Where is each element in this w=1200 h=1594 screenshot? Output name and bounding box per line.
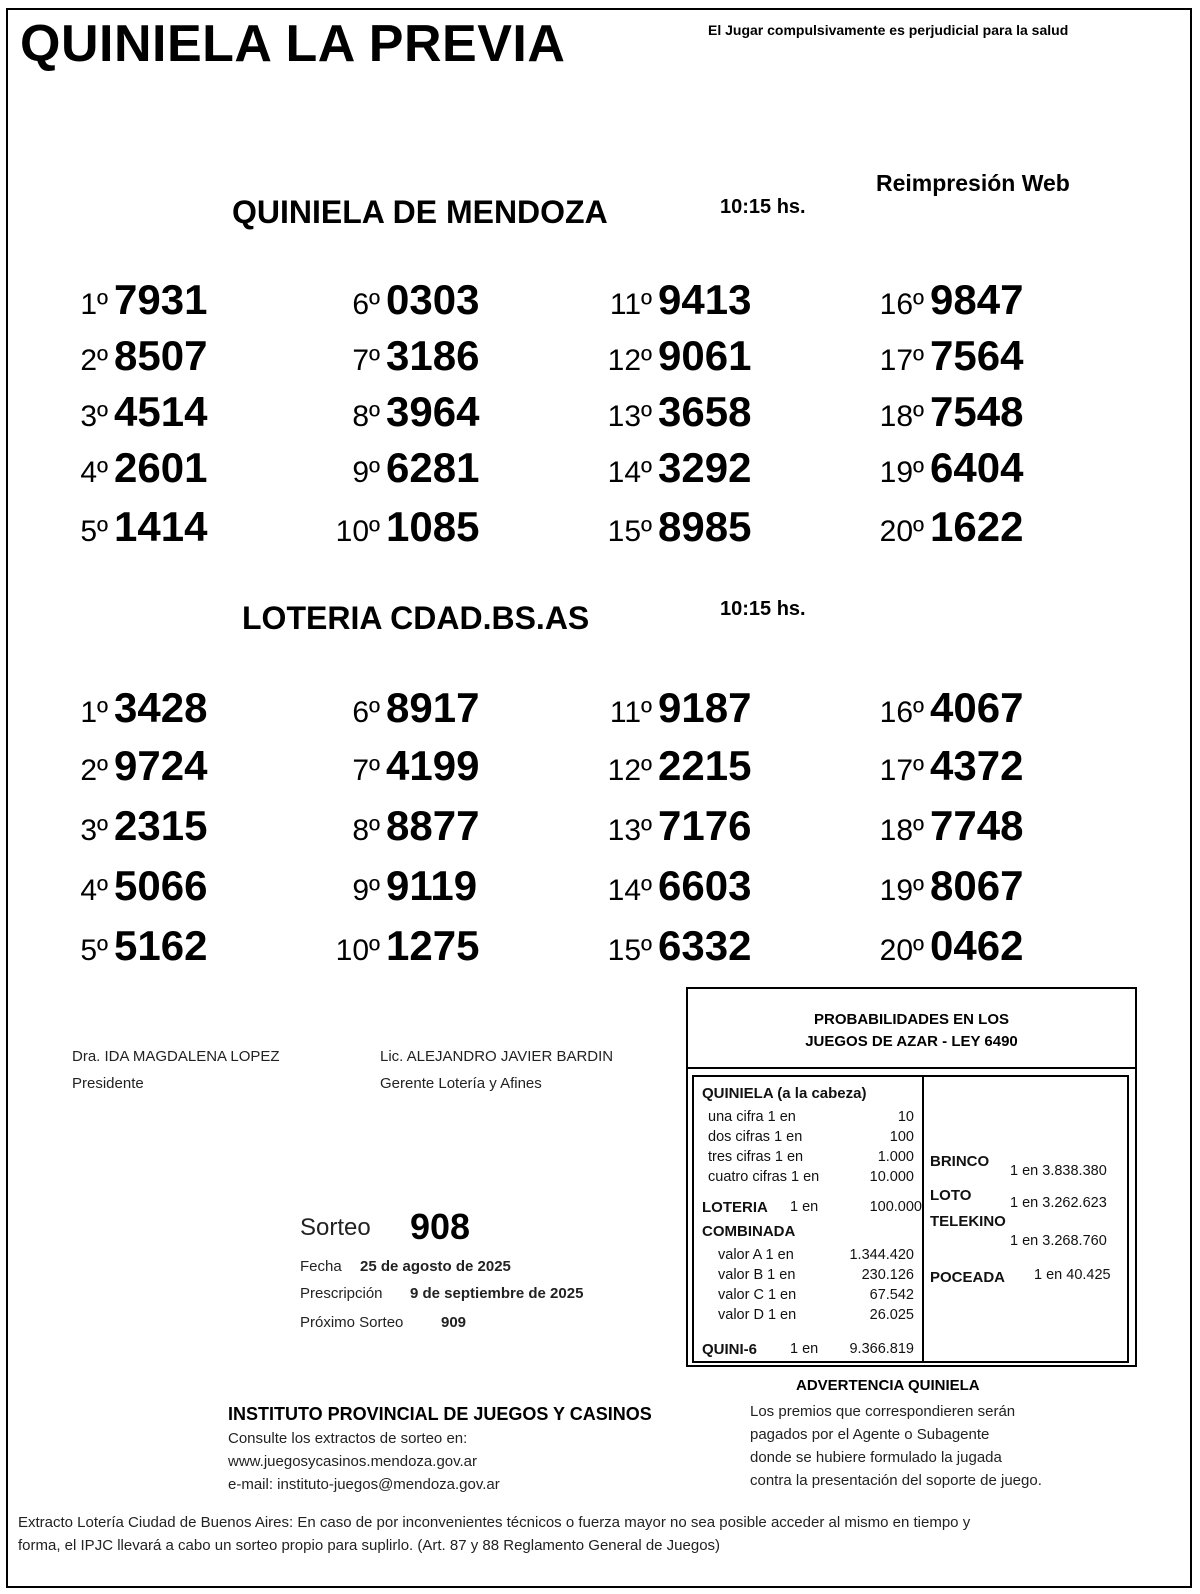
- result-position: 20º: [879, 515, 924, 548]
- advertencia-line: Los premios que correspondieren serán: [750, 1403, 1016, 1420]
- probabilities-table: [692, 1075, 1129, 1363]
- section-time-loteria-ciudad: 10:15 hs.: [720, 598, 806, 620]
- institute-website-link[interactable]: www.juegosycasinos.mendoza.gov.ar: [228, 1453, 478, 1470]
- result-position: 3º: [80, 400, 108, 433]
- result-number: 5162: [114, 922, 208, 969]
- result-entry: [864, 444, 1023, 492]
- result-number: 8507: [114, 332, 208, 379]
- result-entry: [68, 802, 207, 850]
- result-entry: [320, 444, 479, 492]
- result-number: 6281: [386, 444, 480, 491]
- result-entry: [592, 802, 751, 850]
- probabilities-box: [686, 987, 1137, 1367]
- proximo-sorteo-value: 909: [441, 1314, 467, 1331]
- result-position: 9º: [352, 874, 380, 907]
- combinada-row-value: 26.025: [869, 1307, 914, 1323]
- result-entry: [68, 444, 207, 492]
- combinada-row-label: valor B 1 en: [718, 1267, 796, 1283]
- result-position: 12º: [607, 754, 652, 787]
- result-number: 3964: [386, 388, 480, 435]
- result-number: 1085: [386, 503, 480, 550]
- result-number: 8917: [386, 684, 480, 731]
- result-number: 4372: [930, 742, 1024, 789]
- quiniela-row-value: 10: [897, 1109, 914, 1125]
- signature-left-name: Dra. IDA MAGDALENA LOPEZ: [72, 1048, 280, 1065]
- result-number: 7748: [930, 802, 1024, 849]
- result-entry: [320, 332, 479, 380]
- combinada-prob-label: COMBINADA: [702, 1223, 796, 1240]
- result-entry: [864, 388, 1023, 436]
- result-entry: [68, 922, 207, 970]
- result-entry: [592, 742, 751, 790]
- section-title-loteria-ciudad: LOTERIA CDAD.BS.AS: [242, 600, 590, 636]
- advertencia-title: ADVERTENCIA QUINIELA: [796, 1377, 980, 1394]
- combinada-row-label: valor A 1 en: [718, 1247, 794, 1263]
- advertencia-line: pagados por el Agente o Subagente: [750, 1426, 990, 1443]
- advertencia-line: contra la presentación del soporte de juego.: [750, 1472, 1042, 1489]
- result-entry: [592, 922, 751, 970]
- result-entry: [864, 862, 1023, 910]
- brinco-prob-label: BRINCO: [930, 1153, 990, 1170]
- result-entry: [592, 388, 751, 436]
- result-position: 10º: [335, 934, 380, 967]
- result-entry: [592, 684, 751, 732]
- footer-line2: forma, el IPJC llevará a cabo un sorteo propio para suplirlo. (Art. 87 y 88 Reglamento General de Juegos): [18, 1537, 721, 1554]
- brinco-prob-value: 1 en 3.838.380: [1010, 1163, 1107, 1179]
- result-position: 18º: [879, 400, 924, 433]
- result-number: 7176: [658, 802, 752, 849]
- quiniela-row-label: cuatro cifras 1 en: [708, 1169, 820, 1185]
- result-position: 5º: [80, 934, 108, 967]
- poceada-prob-value: 1 en 40.425: [1034, 1267, 1111, 1283]
- result-number: 8985: [658, 503, 752, 550]
- result-position: 14º: [607, 874, 652, 907]
- result-number: 5066: [114, 862, 208, 909]
- result-position: 4º: [80, 874, 108, 907]
- result-position: 15º: [607, 515, 652, 548]
- institute-email-link[interactable]: e-mail: instituto-juegos@mendoza.gov.ar: [228, 1476, 500, 1493]
- prescripcion-value: 9 de septiembre de 2025: [410, 1285, 584, 1302]
- result-entry: [592, 444, 751, 492]
- result-position: 15º: [607, 934, 652, 967]
- signature-left: [72, 1043, 280, 1097]
- result-entry: [68, 332, 207, 380]
- result-entry: [68, 742, 207, 790]
- loto-prob-value: 1 en 3.262.623: [1010, 1195, 1107, 1211]
- result-position: 11º: [609, 288, 652, 321]
- result-entry: [864, 684, 1023, 732]
- signature-right-role: Gerente Lotería y Afines: [380, 1075, 542, 1092]
- result-entry: [864, 276, 1023, 324]
- fecha-value: 25 de agosto de 2025: [360, 1258, 511, 1275]
- result-entry: [864, 742, 1023, 790]
- result-entry: [320, 503, 479, 551]
- result-entry: [320, 388, 479, 436]
- result-number: 9847: [930, 276, 1024, 323]
- result-number: 7564: [930, 332, 1024, 379]
- institute-info: [228, 1427, 500, 1496]
- result-position: 20º: [879, 934, 924, 967]
- result-number: 4067: [930, 684, 1024, 731]
- result-number: 6332: [658, 922, 752, 969]
- footer-line1: Extracto Lotería Ciudad de Buenos Aires: En caso de por inconvenientes técnicos o fuerza mayor no sea posible acceder al mismo en tiempo y: [18, 1514, 971, 1531]
- result-position: 8º: [352, 814, 380, 847]
- result-number: 3658: [658, 388, 752, 435]
- result-number: 4514: [114, 388, 208, 435]
- result-position: 4º: [80, 456, 108, 489]
- result-number: 2215: [658, 742, 752, 789]
- result-position: 7º: [352, 754, 380, 787]
- quini6-prob-text: 1 en: [790, 1341, 819, 1357]
- result-entry: [864, 922, 1023, 970]
- result-position: 2º: [80, 344, 108, 377]
- loteria-prob-text: 1 en: [790, 1199, 819, 1215]
- result-entry: [68, 276, 207, 324]
- result-entry: [68, 684, 207, 732]
- result-entry: [320, 922, 479, 970]
- combinada-row-label: valor C 1 en: [718, 1287, 797, 1303]
- quiniela-prob-label: QUINIELA (a la cabeza): [702, 1085, 867, 1102]
- reprint-label: Reimpresión Web: [876, 170, 1070, 196]
- result-position: 18º: [879, 814, 924, 847]
- result-position: 6º: [352, 288, 380, 321]
- document-title: QUINIELA LA PREVIA: [20, 15, 566, 73]
- result-number: 2315: [114, 802, 208, 849]
- advertencia-line: donde se hubiere formulado la jugada: [750, 1449, 1002, 1466]
- quini6-prob-value: 9.366.819: [849, 1341, 914, 1357]
- result-entry: [592, 862, 751, 910]
- result-position: 3º: [80, 814, 108, 847]
- result-entry: [68, 388, 207, 436]
- result-entry: [320, 802, 479, 850]
- result-number: 3428: [114, 684, 208, 731]
- institute-title: INSTITUTO PROVINCIAL DE JUEGOS Y CASINOS: [228, 1404, 652, 1424]
- result-position: 14º: [607, 456, 652, 489]
- result-number: 8877: [386, 802, 480, 849]
- result-position: 6º: [352, 696, 380, 729]
- result-number: 9413: [658, 276, 752, 323]
- combinada-row-value: 230.126: [861, 1267, 914, 1283]
- result-number: 6404: [930, 444, 1024, 491]
- loto-prob-label: LOTO: [930, 1187, 972, 1204]
- result-position: 13º: [607, 814, 652, 847]
- result-number: 0303: [386, 276, 480, 323]
- result-number: 2601: [114, 444, 208, 491]
- result-entry: [68, 862, 207, 910]
- section-title-mendoza: QUINIELA DE MENDOZA: [232, 194, 608, 230]
- result-position: 17º: [879, 754, 924, 787]
- result-entry: [320, 276, 479, 324]
- result-entry: [592, 503, 751, 551]
- combinada-row-value: 1.344.420: [849, 1247, 914, 1263]
- section-time-mendoza: 10:15 hs.: [720, 196, 806, 218]
- signature-right: [380, 1043, 613, 1097]
- quiniela-row-label: dos cifras 1 en: [708, 1129, 803, 1145]
- sorteo-number: 908: [410, 1206, 471, 1247]
- result-number: 0462: [930, 922, 1024, 969]
- prescripcion-label: Prescripción: [300, 1285, 383, 1302]
- quiniela-row-value: 10.000: [869, 1169, 914, 1185]
- result-number: 9187: [658, 684, 752, 731]
- health-warning: El Jugar compulsivamente es perjudicial para la salud: [708, 22, 1069, 38]
- probabilities-title: [688, 989, 1135, 1069]
- result-position: 13º: [607, 400, 652, 433]
- result-entry: [320, 862, 477, 910]
- result-number: 9061: [658, 332, 752, 379]
- poceada-prob-label: POCEADA: [930, 1269, 1006, 1286]
- result-position: 5º: [80, 515, 108, 548]
- signature-right-name: Lic. ALEJANDRO JAVIER BARDIN: [380, 1048, 614, 1065]
- result-number: 7931: [114, 276, 208, 323]
- result-entry: [864, 503, 1023, 551]
- result-position: 11º: [609, 696, 652, 729]
- result-position: 17º: [879, 344, 924, 377]
- combinada-row-label: valor D 1 en: [718, 1307, 797, 1323]
- result-entry: [864, 332, 1023, 380]
- result-position: 16º: [879, 288, 924, 321]
- result-position: 7º: [352, 344, 380, 377]
- signature-left-role: Presidente: [72, 1075, 144, 1092]
- result-position: 19º: [879, 874, 924, 907]
- result-number: 1414: [114, 503, 208, 550]
- loteria-prob-label: LOTERIA: [702, 1199, 768, 1216]
- result-position: 8º: [352, 400, 380, 433]
- quiniela-row-label: una cifra 1 en: [708, 1109, 796, 1125]
- advertencia-text: [750, 1400, 1042, 1492]
- result-entry: [68, 503, 207, 551]
- probabilities-title-line2: JUEGOS DE AZAR - LEY 6490: [805, 1033, 1018, 1050]
- result-number: 3186: [386, 332, 480, 379]
- result-position: 10º: [335, 515, 380, 548]
- result-number: 7548: [930, 388, 1024, 435]
- result-position: 1º: [80, 288, 108, 321]
- sorteo-label: Sorteo: [300, 1214, 371, 1241]
- quini6-prob-label: QUINI-6: [702, 1341, 758, 1358]
- result-position: 1º: [80, 696, 108, 729]
- telekino-prob-label: TELEKINO: [930, 1213, 1006, 1230]
- quiniela-row-value: 100: [889, 1129, 914, 1145]
- result-number: 9119: [386, 862, 478, 909]
- probabilities-title-line1: PROBABILIDADES EN LOS: [813, 1011, 1009, 1028]
- quiniela-row-label: tres cifras 1 en: [708, 1149, 804, 1165]
- result-position: 12º: [607, 344, 652, 377]
- result-entry: [592, 332, 751, 380]
- combinada-row-value: 67.542: [869, 1287, 914, 1303]
- result-position: 2º: [80, 754, 108, 787]
- result-number: 9724: [114, 742, 208, 789]
- result-number: 1275: [386, 922, 480, 969]
- probabilities-divider: [922, 1077, 924, 1361]
- result-entry: [320, 742, 479, 790]
- result-number: 1622: [930, 503, 1024, 550]
- fecha-label: Fecha: [300, 1258, 342, 1275]
- result-entry: [864, 802, 1023, 850]
- result-entry: [320, 684, 479, 732]
- result-number: 4199: [386, 742, 480, 789]
- result-position: 9º: [352, 456, 380, 489]
- result-number: 8067: [930, 862, 1024, 909]
- institute-consult-text: Consulte los extractos de sorteo en:: [228, 1430, 468, 1447]
- result-number: 3292: [658, 444, 752, 491]
- result-position: 16º: [879, 696, 924, 729]
- result-position: 19º: [879, 456, 924, 489]
- loteria-prob-value: 100.000: [869, 1199, 922, 1215]
- telekino-prob-value: 1 en 3.268.760: [1010, 1233, 1107, 1249]
- quiniela-row-value: 1.000: [877, 1149, 914, 1165]
- result-number: 6603: [658, 862, 752, 909]
- result-entry: [592, 276, 751, 324]
- proximo-sorteo-label: Próximo Sorteo: [300, 1314, 404, 1331]
